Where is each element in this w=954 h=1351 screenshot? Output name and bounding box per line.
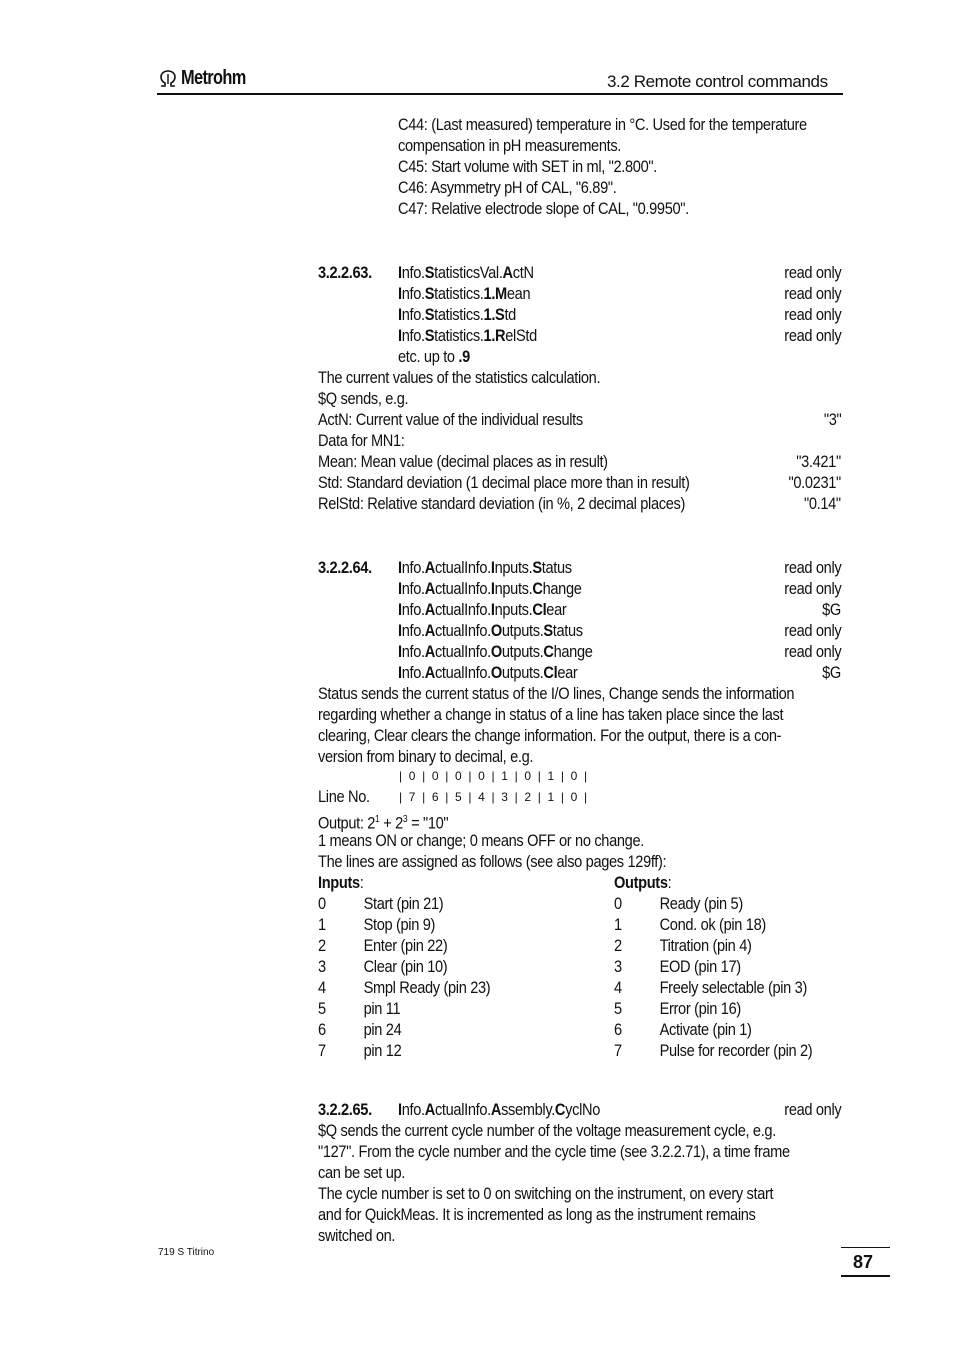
formula-exponent: 3 [402, 814, 408, 825]
top-line: compensation in pH measurements. [398, 136, 622, 155]
line-no-label: Line No. [318, 787, 370, 806]
command-part: ctualInfo. [434, 621, 491, 640]
command-row [318, 641, 926, 662]
description-line: RelStd: Relative standard deviation (in %, 2 decimal places) [318, 494, 685, 513]
command-part: ctualInfo. [434, 1100, 491, 1119]
command-part: ssembly. [501, 1100, 555, 1119]
line-number: 1 [614, 915, 622, 934]
line-label: Activate (pin 1) [659, 1020, 752, 1039]
line-label: Stop (pin 9) [363, 915, 436, 934]
command-part: I [398, 558, 402, 577]
access-mode: read only [783, 642, 841, 661]
command-part: I [398, 663, 402, 682]
description-line: can be set up. [318, 1163, 406, 1182]
command-part: nfo. [401, 642, 425, 661]
command-name [398, 304, 516, 325]
outputs-heading [614, 872, 671, 893]
inputs-heading [318, 872, 364, 893]
command-row [318, 599, 926, 620]
line-label: EOD (pin 17) [659, 957, 741, 976]
command-part: 1. [483, 326, 496, 345]
command-part: 1. [483, 284, 496, 303]
line-number: 3 [318, 957, 326, 976]
command-name [398, 620, 583, 641]
command-part: O [490, 642, 502, 661]
line-label: Ready (pin 5) [659, 894, 743, 913]
command-part: A [424, 600, 435, 619]
description-line: $Q sends the current cycle number of the voltage measurement cycle, e.g. [318, 1121, 776, 1140]
line-label: Cond. ok (pin 18) [659, 915, 766, 934]
inputs-label: Inputs [318, 873, 360, 892]
command-row [318, 283, 926, 304]
line-number: 7 [614, 1041, 622, 1060]
description-line: switched on. [318, 1226, 396, 1245]
command-part: A [424, 642, 435, 661]
command-row [318, 325, 926, 346]
command-part: ctualInfo. [434, 558, 491, 577]
description-line: The current values of the statistics calculation. [318, 368, 601, 387]
command-row [318, 1099, 926, 1120]
command-part: I [398, 263, 402, 282]
description-line: Data for MN1: [318, 431, 405, 450]
formula-suffix: = "10" [407, 813, 449, 833]
command-part: tatistics. [434, 284, 484, 303]
command-part: tatus [541, 558, 572, 577]
command-part: tatistics. [434, 305, 484, 324]
command-part: S [495, 305, 505, 324]
command-name [398, 599, 566, 620]
command-part: I [490, 558, 495, 577]
line-number: 7 [318, 1041, 326, 1060]
line-label: pin 11 [363, 999, 401, 1018]
command-part: S [424, 284, 435, 303]
section-title: 3.2 Remote control commands [607, 72, 828, 91]
command-part: Cl [543, 663, 558, 682]
command-part: hange [542, 579, 582, 598]
access-mode: $G [822, 600, 841, 619]
command-part: A [502, 263, 513, 282]
command-name [398, 1099, 600, 1120]
command-part: nfo. [401, 263, 425, 282]
formula-exponent: 1 [375, 814, 380, 825]
command-part: ctualInfo. [434, 600, 491, 619]
command-part: C [532, 579, 543, 598]
command-row [318, 557, 926, 578]
line-number: 0 [318, 894, 326, 913]
command-part: nputs. [494, 600, 533, 619]
command-part: utputs. [501, 663, 544, 682]
command-part: A [424, 663, 435, 682]
example-value: "0.0231" [788, 473, 841, 492]
command-part: nfo. [401, 305, 425, 324]
command-part: A [424, 621, 435, 640]
command-part: hange [553, 642, 593, 661]
command-part: I [490, 600, 495, 619]
description-line: 1 means ON or change; 0 means OFF or no change. [318, 831, 644, 850]
section-number: 3.2.2.63. [318, 263, 372, 282]
colon: : [667, 873, 672, 892]
description-line: Mean: Mean value (decimal places as in result) [318, 452, 608, 471]
command-part: M [495, 284, 507, 303]
command-part: C [554, 1100, 566, 1119]
command-part: nfo. [401, 326, 425, 345]
command-row [318, 620, 926, 641]
etc-text: etc. up to [398, 347, 459, 366]
command-part: I [398, 1100, 402, 1119]
command-part: nfo. [401, 558, 425, 577]
description-line: Status sends the current status of the I/O lines, Change sends the information [318, 684, 795, 703]
command-row [318, 578, 926, 599]
example-value: "0.14" [804, 494, 841, 513]
command-name [398, 262, 534, 283]
line-number: 0 [614, 894, 622, 913]
access-mode: read only [783, 1100, 841, 1119]
section-number: 3.2.2.64. [318, 558, 372, 577]
command-part: I [398, 579, 402, 598]
command-part: S [424, 263, 435, 282]
description-line: The lines are assigned as follows (see also pages 129ff): [318, 852, 667, 871]
command-part: I [398, 621, 402, 640]
command-part: utputs. [501, 621, 544, 640]
access-mode: read only [783, 579, 841, 598]
footer-document-name: 719 S Titrino [158, 1247, 215, 1258]
command-part: ctualInfo. [434, 663, 491, 682]
line-number: 1 [318, 915, 326, 934]
bit-values-row: | 0 | 0 | 0 | 0 | 1 | 0 | 1 | 0 | [399, 769, 588, 783]
command-part: nfo. [401, 663, 425, 682]
line-label: pin 12 [363, 1041, 402, 1060]
description-line: The cycle number is set to 0 on switching on the instrument, on every start [318, 1184, 774, 1203]
command-name [398, 662, 577, 683]
access-mode: read only [783, 305, 841, 324]
top-line: C46: Asymmetry pH of CAL, "6.89". [398, 178, 617, 197]
command-part: 1. [483, 305, 496, 324]
command-name [398, 325, 537, 346]
command-part: S [543, 621, 553, 640]
command-part: utputs. [501, 642, 544, 661]
section-number: 3.2.2.65. [318, 1100, 372, 1119]
command-row [318, 662, 926, 683]
command-part: Cl [532, 600, 547, 619]
command-part: O [490, 621, 502, 640]
command-name [398, 641, 593, 662]
line-number: 2 [318, 936, 326, 955]
command-part: A [424, 1100, 435, 1119]
command-part: S [424, 305, 435, 324]
header-rule [157, 93, 843, 95]
line-label: Clear (pin 10) [363, 957, 448, 976]
command-part: ear [546, 600, 567, 619]
description-line: "127". From the cycle number and the cycle time (see 3.2.2.71), a time frame [318, 1142, 790, 1161]
line-label: Freely selectable (pin 3) [659, 978, 808, 997]
command-part: ear [557, 663, 578, 682]
top-line: C47: Relative electrode slope of CAL, "0.9950". [398, 199, 689, 218]
example-value: "3.421" [796, 452, 841, 471]
command-part: ean [506, 284, 531, 303]
command-part: tatistics. [434, 326, 484, 345]
command-part: ctN [512, 263, 534, 282]
access-mode: $G [822, 663, 841, 682]
outputs-label: Outputs [614, 873, 668, 892]
description-line: version from binary to decimal, e.g. [318, 747, 534, 766]
command-part: I [398, 284, 402, 303]
command-row [318, 262, 926, 283]
access-mode: read only [783, 558, 841, 577]
line-number: 5 [614, 999, 622, 1018]
access-mode: read only [783, 621, 841, 640]
description-line: $Q sends, e.g. [318, 389, 409, 408]
command-part: nfo. [401, 600, 425, 619]
command-part: nfo. [401, 1100, 425, 1119]
top-line: C45: Start volume with SET in ml, "2.800". [398, 157, 657, 176]
command-part: S [532, 558, 542, 577]
description-line: regarding whether a change in status of a line has taken place since the last [318, 705, 784, 724]
command-part: nfo. [401, 621, 425, 640]
line-number: 3 [614, 957, 622, 976]
description-line: ActN: Current value of the individual results [318, 410, 583, 429]
description-line: and for QuickMeas. It is incremented as long as the instrument remains [318, 1205, 756, 1224]
line-label: Smpl Ready (pin 23) [363, 978, 491, 997]
command-part: O [490, 663, 502, 682]
logo-text: Metrohm [181, 67, 246, 89]
line-label: Enter (pin 22) [363, 936, 448, 955]
access-mode: read only [783, 326, 841, 345]
line-label: Start (pin 21) [363, 894, 444, 913]
command-part: I [490, 579, 495, 598]
command-part: td [504, 305, 516, 324]
command-part: nfo. [401, 579, 425, 598]
command-part: elStd [505, 326, 537, 345]
command-part: tatisticsVal. [434, 263, 503, 282]
etc-line [398, 346, 470, 367]
command-part: ctualInfo. [434, 642, 491, 661]
command-part: I [398, 600, 402, 619]
line-label: pin 24 [363, 1020, 402, 1039]
example-value: "3" [823, 410, 841, 429]
formula-mid: + 2 [379, 813, 403, 833]
top-line: C44: (Last measured) temperature in °C. Used for the temperature [398, 115, 807, 134]
command-part: ctualInfo. [434, 579, 491, 598]
metrohm-logo [158, 67, 260, 90]
command-name [398, 578, 582, 599]
line-number: 5 [318, 999, 326, 1018]
etc-bold: .9 [458, 347, 470, 366]
colon: : [359, 873, 364, 892]
line-label: Error (pin 16) [659, 999, 741, 1018]
line-number: 6 [318, 1020, 326, 1039]
line-number: 6 [614, 1020, 622, 1039]
line-label: Titration (pin 4) [659, 936, 752, 955]
formula-prefix: Output: 2 [318, 813, 376, 833]
access-mode: read only [783, 263, 841, 282]
access-mode: read only [783, 284, 841, 303]
command-part: nputs. [494, 558, 533, 577]
line-numbers-row: | 7 | 6 | 5 | 4 | 3 | 2 | 1 | 0 | [399, 790, 588, 804]
line-number: 4 [614, 978, 622, 997]
line-number: 4 [318, 978, 326, 997]
command-part: tatus [552, 621, 583, 640]
command-part: S [424, 326, 435, 345]
command-part: A [424, 558, 435, 577]
command-row [318, 304, 926, 325]
command-part: R [495, 326, 506, 345]
command-name [398, 283, 530, 304]
line-label: Pulse for recorder (pin 2) [659, 1041, 813, 1060]
command-part: nfo. [401, 284, 425, 303]
command-part: A [424, 579, 435, 598]
command-part: C [543, 642, 554, 661]
description-line: clearing, Clear clears the change information. For the output, there is a con- [318, 726, 782, 745]
command-part: A [490, 1100, 502, 1119]
line-number: 2 [614, 936, 622, 955]
description-line: Std: Standard deviation (1 decimal place more than in result) [318, 473, 690, 492]
omega-icon [158, 70, 178, 88]
command-part: I [398, 326, 402, 345]
command-part: nputs. [494, 579, 533, 598]
command-name [398, 557, 572, 578]
page-number: 87 [853, 1252, 874, 1272]
command-part: yclNo [565, 1100, 601, 1119]
command-part: I [398, 642, 402, 661]
command-part: I [398, 305, 402, 324]
